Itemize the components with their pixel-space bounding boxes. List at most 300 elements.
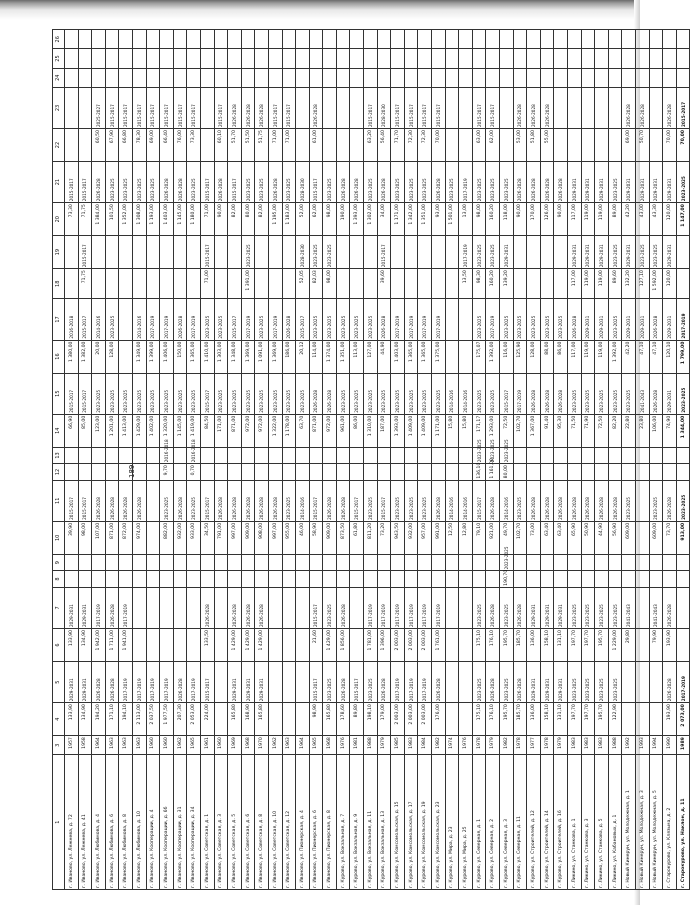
table-cell bbox=[459, 49, 473, 68]
table-cell bbox=[676, 49, 690, 68]
table-cell: 42,20 bbox=[622, 340, 636, 373]
table-cell: 2026-2028 bbox=[554, 480, 568, 521]
table-cell bbox=[472, 68, 486, 87]
table-cell bbox=[296, 49, 310, 68]
table-cell bbox=[92, 269, 106, 299]
table-cell: 1978 bbox=[472, 736, 486, 755]
table-row bbox=[432, 30, 446, 890]
table-cell: 2026-2028 bbox=[663, 587, 677, 628]
table-cell: 72,30 bbox=[404, 129, 418, 162]
table-cell bbox=[459, 661, 473, 702]
table-cell: 2029-2031 bbox=[567, 236, 581, 269]
table-cell bbox=[200, 464, 214, 480]
table-cell: 1 429,00 bbox=[323, 629, 337, 662]
table-cell: 2026-2028 bbox=[486, 480, 500, 521]
table-cell bbox=[500, 30, 514, 49]
table-cell bbox=[187, 236, 201, 269]
table-cell: 197,70 bbox=[581, 703, 595, 736]
table-cell bbox=[350, 68, 364, 87]
table-cell: 84,50 bbox=[200, 414, 214, 447]
column-header: 23 bbox=[53, 87, 65, 128]
table-cell bbox=[364, 571, 378, 587]
table-row bbox=[296, 30, 310, 890]
address-cell: г. Курово, ул. Северная, д. 3 bbox=[500, 755, 514, 890]
table-cell: 98,00 bbox=[323, 269, 337, 299]
table-cell: 2023-2025 bbox=[309, 236, 323, 269]
table-cell: 71,75 bbox=[78, 269, 92, 299]
table-cell bbox=[622, 661, 636, 702]
table-cell: 2026-2028 bbox=[567, 299, 581, 340]
table-cell: 2017-2019 bbox=[459, 162, 473, 203]
table-cell: 909,00 bbox=[241, 521, 255, 554]
table-cell: 2023-2025 bbox=[404, 480, 418, 521]
table-cell bbox=[336, 236, 350, 269]
table-cell bbox=[418, 447, 432, 463]
table-cell: 2017-2019 bbox=[160, 299, 174, 340]
table-cell bbox=[146, 554, 160, 570]
table-cell: 2029-2031 bbox=[65, 661, 79, 702]
table-cell bbox=[540, 447, 554, 463]
table-cell: 2029-2031 bbox=[622, 299, 636, 340]
table-cell bbox=[160, 629, 174, 662]
table-cell bbox=[350, 629, 364, 662]
table-cell bbox=[187, 554, 201, 570]
table-cell: 1 396,00 bbox=[377, 629, 391, 662]
table-cell bbox=[173, 447, 187, 463]
table-cell: 106,00 bbox=[649, 414, 663, 447]
table-cell: 2017-2019 bbox=[432, 299, 446, 340]
table-cell: 58,90 bbox=[309, 521, 323, 554]
table-cell: 2017-2019 bbox=[676, 299, 690, 340]
table-cell: 2026-2028 bbox=[105, 587, 119, 628]
table-cell bbox=[364, 269, 378, 299]
table-cell: 2023-2025 bbox=[513, 299, 527, 340]
table-cell: 2017-2019 bbox=[513, 373, 527, 414]
table-cell: 2026-2028 bbox=[173, 480, 187, 521]
table-cell: 119,00 bbox=[581, 340, 595, 373]
table-cell: 2017-2019 bbox=[391, 299, 405, 340]
table-cell: 2026-2028 bbox=[486, 587, 500, 628]
table-cell bbox=[459, 464, 473, 480]
column-header: 20 bbox=[53, 203, 65, 236]
table-cell bbox=[622, 464, 636, 480]
table-cell bbox=[472, 30, 486, 49]
table-cell: 1 344,00 bbox=[676, 414, 690, 447]
table-cell bbox=[132, 236, 146, 269]
table-cell: 2023-2025 bbox=[336, 373, 350, 414]
table-cell: 56,90 bbox=[608, 521, 622, 554]
table-cell: 2026-2028 bbox=[241, 87, 255, 128]
table-cell bbox=[676, 269, 690, 299]
table-cell bbox=[635, 521, 649, 554]
table-cell: 2023-2025 bbox=[567, 587, 581, 628]
table-cell bbox=[608, 464, 622, 480]
table-cell bbox=[486, 30, 500, 49]
table-cell: 2023-2025 bbox=[92, 373, 106, 414]
table-cell: 2015-2017 bbox=[472, 480, 486, 521]
table-cell: 224,00 bbox=[200, 703, 214, 736]
table-cell: 98,00 bbox=[78, 521, 92, 554]
table-cell: 2017-2019 bbox=[391, 661, 405, 702]
table-cell bbox=[336, 30, 350, 49]
table-cell: 43,00 bbox=[635, 203, 649, 236]
table-cell: 1978 bbox=[540, 736, 554, 755]
table-cell bbox=[404, 464, 418, 480]
table-cell: 2023-2025 bbox=[472, 587, 486, 628]
table-cell bbox=[513, 30, 527, 49]
table-cell bbox=[554, 236, 568, 269]
table-cell: 197,70 bbox=[567, 703, 581, 736]
table-cell: 2015-2017 bbox=[105, 87, 119, 128]
table-cell bbox=[649, 30, 663, 49]
table-cell: 66,40 bbox=[160, 129, 174, 162]
table-cell: 2015-2017 bbox=[377, 236, 391, 269]
table-cell bbox=[146, 629, 160, 662]
table-cell: 1 365,00 bbox=[418, 340, 432, 373]
table-row bbox=[622, 30, 636, 890]
table-cell bbox=[65, 129, 79, 162]
table-cell: 2014-2016 bbox=[459, 480, 473, 521]
table-cell: 2015-2017 bbox=[78, 480, 92, 521]
table-cell bbox=[513, 447, 527, 463]
table-cell: 2023-2025 bbox=[595, 373, 609, 414]
table-cell bbox=[635, 571, 649, 587]
table-cell bbox=[146, 68, 160, 87]
table-cell: 2015-2017 bbox=[200, 661, 214, 702]
table-cell: 2023-2025 bbox=[595, 587, 609, 628]
table-cell: 2015-2017 bbox=[65, 373, 79, 414]
table-cell: 2015-2017 bbox=[309, 587, 323, 628]
table-row bbox=[105, 30, 119, 890]
table-cell: 1 348,00 bbox=[228, 340, 242, 373]
table-cell bbox=[323, 30, 337, 49]
table-cell bbox=[214, 269, 228, 299]
table-cell bbox=[622, 554, 636, 570]
column-header: 11 bbox=[53, 480, 65, 521]
table-cell: 2026-2028 bbox=[635, 87, 649, 128]
table-cell bbox=[200, 554, 214, 570]
table-cell: 2026-2028 bbox=[608, 480, 622, 521]
table-cell: 2026-2028 bbox=[377, 299, 391, 340]
table-cell: 2015-2017 bbox=[676, 87, 690, 128]
table-cell: 193,90 bbox=[663, 629, 677, 662]
table-cell: 2023-2025 bbox=[486, 162, 500, 203]
table-cell: 133,90 bbox=[65, 629, 79, 662]
table-cell: 1 303,00 bbox=[214, 340, 228, 373]
table-cell: 2017-2019 bbox=[146, 299, 160, 340]
table-cell: 107,00 bbox=[92, 521, 106, 554]
table-cell: 50,70 bbox=[635, 129, 649, 162]
table-cell: 85,00 bbox=[78, 414, 92, 447]
table-cell: 1 781,00 bbox=[364, 629, 378, 662]
table-cell: 811,20 bbox=[364, 521, 378, 554]
table-cell bbox=[323, 49, 337, 68]
table-cell bbox=[404, 49, 418, 68]
table-cell: 171,10 bbox=[105, 703, 119, 736]
table-cell bbox=[377, 571, 391, 587]
table-cell: 62,00 bbox=[309, 203, 323, 236]
table-cell: 51,50 bbox=[241, 129, 255, 162]
table-cell bbox=[132, 629, 146, 662]
table-row bbox=[173, 30, 187, 890]
table-cell: 2026-2028 bbox=[567, 480, 581, 521]
table-cell: 2023-2025 bbox=[676, 373, 690, 414]
table-cell: 1 293,00 bbox=[486, 414, 500, 447]
table-cell bbox=[105, 447, 119, 463]
table-cell bbox=[160, 236, 174, 269]
table-cell: 63,70 bbox=[296, 414, 310, 447]
table-cell: 1983 bbox=[404, 736, 418, 755]
table-cell: 2026-2028 bbox=[282, 299, 296, 340]
table-cell bbox=[296, 30, 310, 49]
table-cell: 2028-2030 bbox=[296, 162, 310, 203]
table-row bbox=[459, 30, 473, 890]
table-cell bbox=[432, 30, 446, 49]
table-cell: 2023-2025 bbox=[132, 162, 146, 203]
table-cell: 2015-2017 bbox=[296, 299, 310, 340]
table-cell bbox=[187, 49, 201, 68]
table-cell: 2023-2025 bbox=[500, 587, 514, 628]
table-cell: 2023-2025 bbox=[527, 299, 541, 340]
table-cell bbox=[160, 554, 174, 570]
table-cell bbox=[581, 129, 595, 162]
address-cell: г. Новый Кинерун, ул. Молодежная, д. 3 bbox=[635, 755, 649, 890]
table-cell: 2017-2019 bbox=[160, 661, 174, 702]
table-cell: 2023-2025 bbox=[119, 162, 133, 203]
table-cell: 2015-2017 bbox=[146, 87, 160, 128]
table-cell bbox=[663, 49, 677, 68]
table-cell: 2023-2025 bbox=[364, 373, 378, 414]
table-cell bbox=[105, 571, 119, 587]
table-cell bbox=[486, 68, 500, 87]
table-cell: 89,60 bbox=[608, 269, 622, 299]
table-cell: 1989 bbox=[676, 736, 690, 755]
column-header: 9 bbox=[53, 554, 65, 570]
table-cell: 2026-2028 bbox=[540, 373, 554, 414]
table-cell: 1 308,00 bbox=[132, 203, 146, 236]
table-cell: 1982 bbox=[432, 736, 446, 755]
table-cell bbox=[391, 30, 405, 49]
table-cell bbox=[676, 464, 690, 480]
table-cell bbox=[228, 68, 242, 87]
table-cell bbox=[200, 129, 214, 162]
table-row bbox=[255, 30, 269, 890]
table-cell bbox=[255, 464, 269, 480]
table-cell bbox=[268, 587, 282, 628]
table-cell: 178,60 bbox=[336, 703, 350, 736]
table-cell bbox=[459, 340, 473, 373]
table-cell bbox=[119, 236, 133, 269]
table-cell: 34,00 bbox=[377, 203, 391, 236]
table-cell bbox=[391, 571, 405, 587]
table-cell: 131,10 bbox=[554, 629, 568, 662]
table-cell: 2026-2028 bbox=[513, 162, 527, 203]
table-cell: 88,00 bbox=[540, 340, 554, 373]
table-cell bbox=[527, 447, 541, 463]
table-cell bbox=[268, 661, 282, 702]
table-cell: 42,20 bbox=[622, 203, 636, 236]
table-cell: 2017-2019 bbox=[119, 587, 133, 628]
address-cell: г. Новый Кинерун, ул. Молодежная, д. 1 bbox=[622, 755, 636, 890]
table-cell bbox=[268, 68, 282, 87]
table-cell: 2028-2030 bbox=[377, 87, 391, 128]
table-row bbox=[119, 30, 133, 890]
table-cell bbox=[567, 447, 581, 463]
table-cell: 2023-2025 bbox=[364, 480, 378, 521]
column-header: 17 bbox=[53, 299, 65, 340]
table-cell: 198,10 bbox=[364, 703, 378, 736]
table-cell: 921,00 bbox=[486, 521, 500, 554]
table-cell: 1978 bbox=[513, 736, 527, 755]
table-cell bbox=[540, 30, 554, 49]
table-cell bbox=[581, 571, 595, 587]
table-cell: 120,00 bbox=[663, 203, 677, 236]
table-cell bbox=[404, 269, 418, 299]
table-cell: 2029-2031 bbox=[581, 236, 595, 269]
table-cell: 2026-2028 bbox=[649, 299, 663, 340]
table-row bbox=[581, 30, 595, 890]
table-cell bbox=[65, 68, 79, 87]
table-cell: 63,40 bbox=[540, 521, 554, 554]
address-cell: г. Иваново, ул. Советская, д. 5 bbox=[228, 755, 242, 890]
table-cell: 2023-2025 bbox=[241, 162, 255, 203]
table-cell: 179,00 bbox=[377, 703, 391, 736]
table-cell bbox=[146, 521, 160, 554]
table-cell: 12,50 bbox=[445, 521, 459, 554]
table-cell bbox=[228, 554, 242, 570]
table-cell: 175,07 bbox=[472, 340, 486, 373]
table-cell: 98,00 bbox=[472, 203, 486, 236]
table-cell: 132,20 bbox=[622, 269, 636, 299]
table-cell: 1993 bbox=[635, 736, 649, 755]
table-cell bbox=[214, 554, 228, 570]
table-cell bbox=[119, 30, 133, 49]
table-cell bbox=[649, 661, 663, 702]
table-cell: 2017-2019 bbox=[418, 299, 432, 340]
table-cell: 2029-2031 bbox=[663, 373, 677, 414]
table-cell: 2026-2028 bbox=[105, 661, 119, 702]
table-cell bbox=[336, 554, 350, 570]
table-cell: 62,00 bbox=[486, 129, 500, 162]
table-cell bbox=[241, 68, 255, 87]
table-cell: 2015-2017 bbox=[78, 373, 92, 414]
table-cell: 113,00 bbox=[350, 340, 364, 373]
table-cell: 2017-2019 bbox=[676, 661, 690, 702]
table-cell bbox=[255, 30, 269, 49]
table-cell bbox=[350, 571, 364, 587]
table-cell bbox=[391, 554, 405, 570]
table-cell bbox=[92, 447, 106, 463]
table-cell bbox=[200, 447, 214, 463]
table-cell: 2023-2025 bbox=[160, 373, 174, 414]
table-cell: 117,00 bbox=[567, 203, 581, 236]
table-cell: 882,00 bbox=[160, 521, 174, 554]
table-cell: 1 161,00 bbox=[486, 464, 500, 480]
table-cell: 1979 bbox=[377, 736, 391, 755]
table-cell: 66,80 bbox=[119, 129, 133, 162]
address-cell: г. Иваново, ул. Советская, д. 12 bbox=[282, 755, 296, 890]
table-cell bbox=[214, 236, 228, 269]
table-cell: 2015-2017 bbox=[309, 480, 323, 521]
address-cell: г. Иваново, ул. Советская, д. 8 bbox=[255, 755, 269, 890]
address-cell: г. Старокурово, ул. Наклон, д. 11 bbox=[676, 755, 690, 890]
table-cell bbox=[282, 629, 296, 662]
table-cell: 2026-2028 bbox=[214, 480, 228, 521]
table-cell: 2023-2025 bbox=[282, 162, 296, 203]
address-cell: г. Иваново, ул. Советская, д. 6 bbox=[241, 755, 255, 890]
table-cell bbox=[608, 554, 622, 570]
table-cell bbox=[336, 68, 350, 87]
table-cell bbox=[200, 68, 214, 87]
table-cell bbox=[595, 129, 609, 162]
table-cell: 2026-2028 bbox=[200, 587, 214, 628]
table-cell: 2023-2025 bbox=[608, 236, 622, 269]
table-cell bbox=[445, 30, 459, 49]
table-cell: 70,00 bbox=[432, 129, 446, 162]
table-cell: 2014-2016 bbox=[500, 480, 514, 521]
address-cell: г. Старокурово, ул. Клязьма, д. 2 bbox=[663, 755, 677, 890]
table-cell bbox=[282, 447, 296, 463]
table-cell bbox=[268, 703, 282, 736]
table-cell: 2026-2028 bbox=[228, 587, 242, 628]
table-cell: 2 113,00 bbox=[132, 703, 146, 736]
table-cell bbox=[268, 571, 282, 587]
table-cell bbox=[255, 49, 269, 68]
table-cell: 2029-2031 bbox=[228, 661, 242, 702]
table-cell: 909,00 bbox=[323, 521, 337, 554]
table-cell bbox=[296, 129, 310, 162]
table-cell: 2014-2016 bbox=[92, 299, 106, 340]
table-cell: 2026-2028 bbox=[554, 162, 568, 203]
address-cell: г. Курово, ул. Комсомольская, д. 17 bbox=[404, 755, 418, 890]
table-cell bbox=[228, 30, 242, 49]
table-cell bbox=[635, 49, 649, 68]
table-cell bbox=[282, 49, 296, 68]
table-cell bbox=[173, 49, 187, 68]
table-cell bbox=[540, 554, 554, 570]
table-cell: 1961 bbox=[200, 736, 214, 755]
address-cell: г. Курово, ул. Мира, д. 23 bbox=[445, 755, 459, 890]
table-cell: 871,00 bbox=[228, 414, 242, 447]
table-cell: 1 941,00 bbox=[119, 629, 133, 662]
table-cell bbox=[418, 464, 432, 480]
table-cell bbox=[486, 49, 500, 68]
table-cell: 51,70 bbox=[228, 129, 242, 162]
table-cell bbox=[92, 236, 106, 269]
table-row bbox=[418, 30, 432, 890]
table-cell: 160,20 bbox=[486, 203, 500, 236]
table-cell: 2026-2028 bbox=[92, 162, 106, 203]
table-cell: 158,10 bbox=[540, 629, 554, 662]
table-cell: 29,80 bbox=[622, 629, 636, 662]
table-cell bbox=[608, 87, 622, 128]
table-cell: 2041-2043 bbox=[635, 373, 649, 414]
table-cell: 2017-2019 bbox=[486, 299, 500, 340]
table-cell bbox=[527, 30, 541, 49]
table-cell: 2026-2028 bbox=[513, 87, 527, 128]
table-cell: 2023-2025 bbox=[187, 480, 201, 521]
table-cell: 873,50 bbox=[336, 521, 350, 554]
column-header: 15 bbox=[53, 373, 65, 414]
table-cell bbox=[65, 571, 79, 587]
table-cell: 2023-2025 bbox=[500, 447, 514, 463]
table-cell: 150,00 bbox=[173, 340, 187, 373]
table-cell: 133,90 bbox=[65, 703, 79, 736]
table-cell: 122,90 bbox=[608, 703, 622, 736]
table-cell bbox=[676, 587, 690, 628]
table-cell: 2015-2017 bbox=[65, 480, 79, 521]
table-cell bbox=[445, 129, 459, 162]
